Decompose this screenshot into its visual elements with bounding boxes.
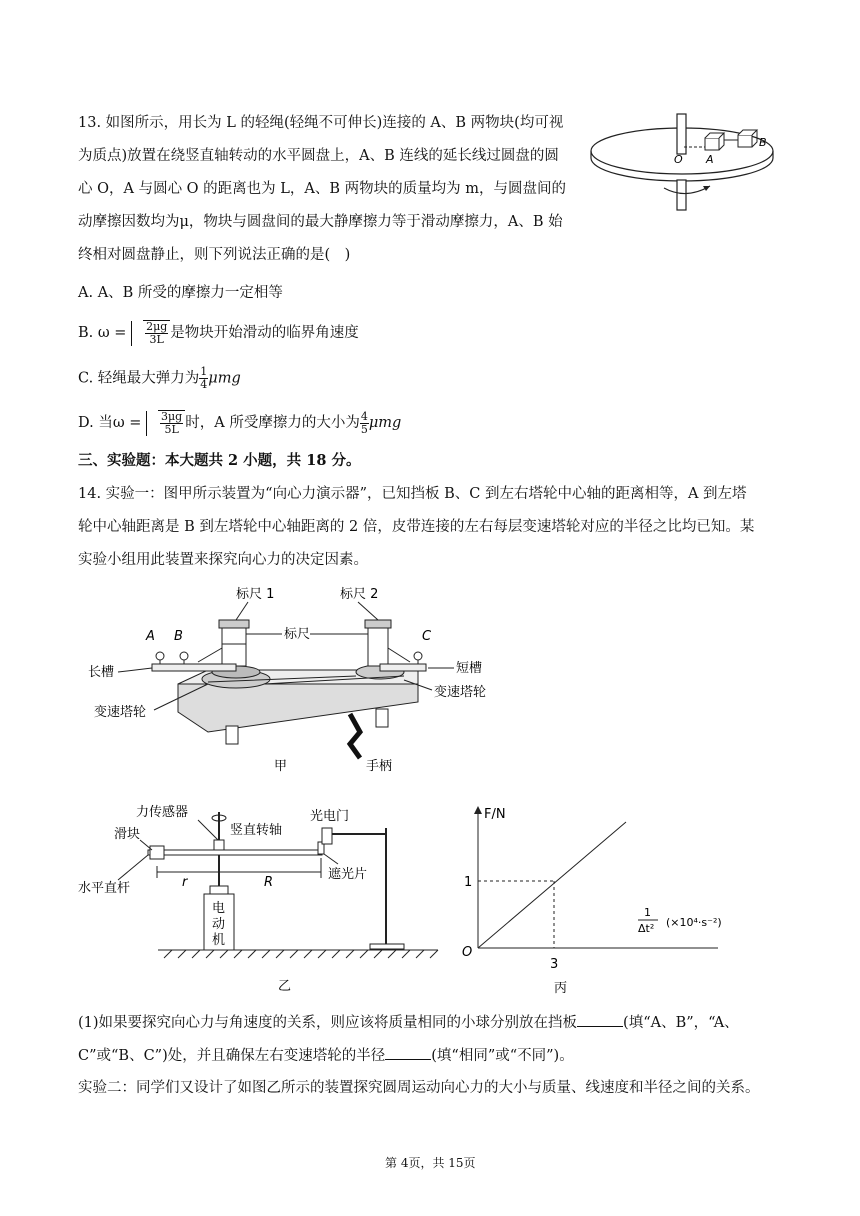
label-a: A bbox=[706, 153, 714, 166]
x-unit: (×10⁴·s⁻²) bbox=[666, 916, 722, 929]
slider-block bbox=[150, 846, 164, 859]
label-long-slot: 长槽 bbox=[88, 665, 115, 680]
block-b-top bbox=[738, 130, 757, 135]
q13-option-b-post: 是物块开始滑动的临界角速度 bbox=[170, 325, 359, 341]
x-tick-3: 3 bbox=[550, 957, 559, 972]
label-rod: 水平直杆 bbox=[78, 881, 131, 896]
leg-left bbox=[226, 726, 238, 744]
label-shade: 遮光片 bbox=[328, 867, 368, 882]
sqrt-b bbox=[143, 320, 170, 346]
ground-hatch bbox=[164, 950, 438, 958]
label-axis: 竖直转轴 bbox=[230, 823, 283, 838]
label-short-slot: 短槽 bbox=[456, 661, 483, 676]
figure-jia bbox=[88, 584, 548, 780]
handle-icon bbox=[350, 714, 360, 758]
q14-sub1-b: (填“A、B”，“A、 bbox=[623, 1015, 739, 1031]
answer-blank-2[interactable] bbox=[385, 1045, 431, 1060]
frac-d-num: 3μg bbox=[161, 410, 183, 423]
q14-sub1-line1 bbox=[78, 1012, 739, 1033]
ball-c bbox=[414, 652, 422, 660]
photogate bbox=[322, 828, 332, 844]
motor-char-2: 动 bbox=[212, 917, 226, 932]
frac-d2-den: 5 bbox=[360, 422, 368, 436]
q13-line2: 为质点)放置在绕竖直轴转动的水平圆盘上，A、B 连线的延长线过圆盘的圆 bbox=[78, 148, 559, 164]
figure-bing bbox=[458, 802, 748, 998]
label-photogate: 光电门 bbox=[310, 809, 350, 824]
q13-option-d-prefix: D. 当ω = bbox=[78, 415, 142, 431]
frac-d-den: 5L bbox=[164, 423, 179, 436]
q14-sub1-line2 bbox=[78, 1045, 574, 1066]
rotation-arrow bbox=[664, 186, 710, 194]
page-footer: 第 4页，共 15页 bbox=[385, 1156, 476, 1170]
label-slider: 滑块 bbox=[114, 827, 141, 842]
frac-c-num: 1 bbox=[200, 365, 208, 378]
leg-right bbox=[376, 709, 388, 727]
q13-line4: 动摩擦因数均为μ，物块与圆盘间的最大静摩擦力等于滑动摩擦力，A、B 始 bbox=[78, 214, 563, 230]
motor-char-3: 机 bbox=[212, 933, 226, 948]
label-ruler: 标尺 bbox=[284, 627, 311, 642]
section-heading: 三、实验题：本大题共 2 小题，共 18 分。 bbox=[78, 452, 361, 469]
q14-exp2: 实验二：同学们又设计了如图乙所示的装置探究圆周运动向心力的大小与质量、线速度和半径之间的关系。 bbox=[78, 1080, 760, 1096]
right-ruler-cap bbox=[365, 620, 391, 628]
label-a: A bbox=[146, 629, 155, 644]
left-ruler-cap bbox=[219, 620, 249, 628]
answer-blank-1[interactable] bbox=[577, 1012, 623, 1027]
label-ruler1: 标尺 1 bbox=[236, 587, 275, 602]
axis-top bbox=[677, 114, 686, 154]
q13-option-b-prefix: B. ω = bbox=[78, 325, 127, 341]
block-a bbox=[705, 138, 719, 150]
label-b: B bbox=[174, 629, 183, 644]
caption-jia: 甲 bbox=[274, 759, 288, 774]
q14-sub1-a: (1)如果要探究向心力与角速度的关系，则应该将质量相同的小球分别放在挡板 bbox=[78, 1015, 578, 1031]
caption-yi: 乙 bbox=[278, 979, 292, 994]
origin-label: O bbox=[462, 945, 473, 960]
caption-bing: 丙 bbox=[554, 981, 568, 996]
ball-b bbox=[180, 652, 188, 660]
y-label: F/N bbox=[484, 807, 506, 822]
label-pulley-right: 变速塔轮 bbox=[434, 685, 487, 700]
long-slot-bar bbox=[152, 664, 236, 671]
short-slot-bar bbox=[380, 664, 426, 671]
label-b: B bbox=[759, 136, 767, 149]
label-handle: 手柄 bbox=[366, 759, 393, 774]
q14-sub1-c: C”或“B、C”)处，并且确保左右变速塔轮的半径 bbox=[78, 1048, 386, 1064]
frac-d2-num: 4 bbox=[360, 409, 368, 423]
label-force-sensor: 力传感器 bbox=[136, 805, 189, 820]
q13-option-c-post: μmg bbox=[208, 370, 241, 387]
x-label-num: 1 bbox=[644, 906, 651, 919]
x-label-den: Δt² bbox=[638, 922, 655, 935]
block-b bbox=[738, 135, 752, 147]
label-big-r: R bbox=[264, 875, 274, 890]
q13-option-d bbox=[78, 410, 401, 436]
q13-option-d-post: μmg bbox=[368, 415, 402, 431]
q14-sub1-d: (填“相同”或“不同”)。 bbox=[431, 1048, 574, 1064]
q13-line5: 终相对圆盘静止，则下列说法正确的是( ) bbox=[78, 247, 351, 263]
label-r: r bbox=[182, 875, 188, 890]
frac-c-den: 4 bbox=[200, 378, 208, 391]
q14-line3: 实验小组用此装置来探究向心力的决定因素。 bbox=[78, 552, 368, 568]
q13-line3: 心 O，A 与圆心 O 的距离也为 L，A、B 两物块的质量均为 m，与圆盘间的 bbox=[78, 181, 567, 197]
horizontal-rod bbox=[148, 850, 322, 855]
force-sensor bbox=[214, 840, 224, 850]
frac-b-num: 2μg bbox=[146, 320, 168, 333]
q13-option-b bbox=[78, 320, 359, 350]
q13-option-a: A. A、B 所受的摩擦力一定相等 bbox=[78, 285, 283, 301]
right-lever bbox=[388, 648, 410, 662]
motor-char-1: 电 bbox=[212, 901, 226, 916]
axis-bottom bbox=[677, 180, 686, 210]
q13-option-d-mid: 时，A 所受摩擦力的大小为 bbox=[185, 415, 360, 431]
figure-yi bbox=[78, 798, 450, 998]
q13-option-c bbox=[78, 366, 241, 391]
q14-line1: 14. 实验一：图甲所示装置为“向心力演示器”，已知挡板 B、C 到左右塔轮中心轴的距离相等，A 到左塔 bbox=[78, 486, 747, 502]
q13-option-c-prefix: C. 轻绳最大弹力为 bbox=[78, 370, 200, 387]
sqrt-d bbox=[158, 410, 185, 436]
q14-line2: 轮中心轴距离是 B 到左塔轮中心轴距离的 2 倍，皮带连接的左右每层变速塔轮对应的半径之比均已知。某 bbox=[78, 519, 755, 535]
stand-base bbox=[370, 944, 404, 949]
left-lever bbox=[198, 648, 222, 662]
y-tick-1: 1 bbox=[464, 875, 473, 890]
q13-disk-figure bbox=[588, 108, 788, 216]
label-o: O bbox=[674, 153, 683, 166]
label-ruler2: 标尺 2 bbox=[340, 587, 379, 602]
ball-a bbox=[156, 652, 164, 660]
frac-b-den: 3L bbox=[149, 333, 164, 346]
label-pulley-left: 变速塔轮 bbox=[94, 705, 147, 720]
label-c: C bbox=[422, 629, 432, 644]
q13-line1: 13. 如图所示，用长为 L 的轻绳(轻绳不可伸长)连接的 A、B 两物块(均可视 bbox=[78, 115, 564, 131]
f-line bbox=[478, 822, 626, 948]
